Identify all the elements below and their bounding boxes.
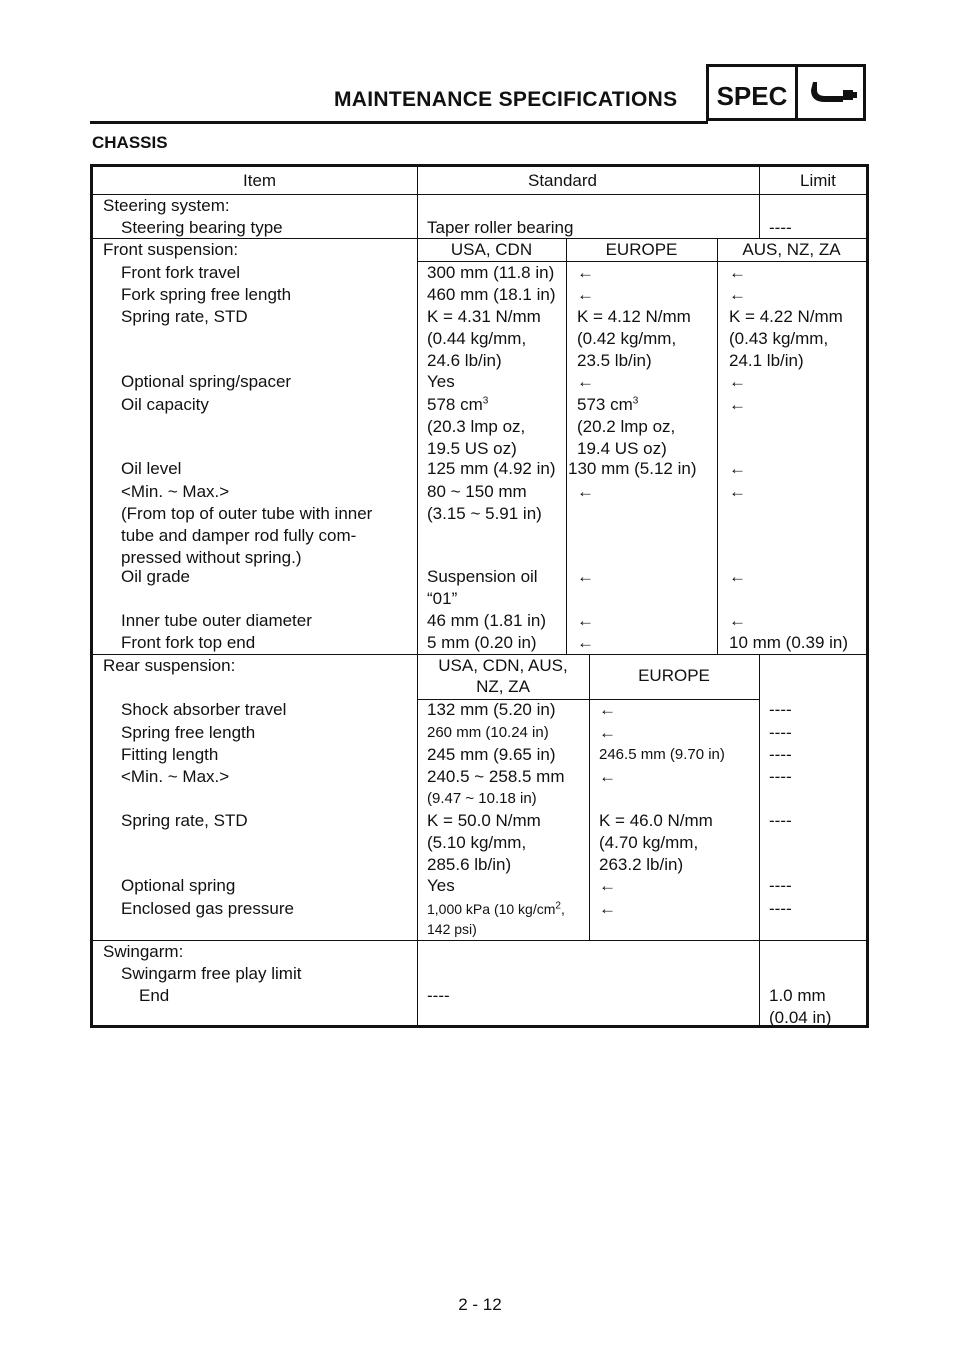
rear-row-limit: ---- [769, 767, 792, 786]
rear-row-limit: ---- [769, 876, 792, 895]
col-divider-rear-1 [589, 654, 590, 940]
superscript: 3 [482, 395, 489, 407]
front-row-value: (20.2 lmp oz, [577, 417, 676, 436]
front-row-value: 19.5 US oz) [427, 439, 517, 458]
front-row-label: Front fork top end [121, 633, 256, 652]
swingarm-end-limit: 1.0 mm [769, 986, 826, 1005]
rear-row-label: Spring rate, STD [121, 811, 248, 830]
front-row-value: ← [577, 482, 594, 501]
front-region-3: AUS, NZ, ZA [742, 240, 841, 259]
rear-row-limit: ---- [769, 700, 792, 719]
rear-row-label: Fitting length [121, 745, 219, 764]
rear-row-label: Optional spring [121, 876, 236, 895]
oil-capacity-number: 573 cm [577, 395, 633, 414]
swingarm-end-limit: (0.04 in) [769, 1008, 832, 1027]
col-divider-front-2 [717, 238, 718, 654]
front-row-value: K = 4.12 N/mm [577, 307, 691, 326]
front-row-value: ← [577, 567, 594, 586]
rear-row-value: 240.5 ~ 258.5 mm [427, 767, 565, 786]
chassis-spec-table [90, 164, 869, 1028]
front-region-2: EUROPE [605, 240, 678, 259]
gas-pressure-value [427, 898, 565, 920]
front-row-value: ← [729, 395, 746, 414]
front-row-label: pressed without spring.) [121, 548, 302, 567]
steering-bearing-label: Steering bearing type [121, 218, 283, 237]
rear-row-value: ← [599, 876, 616, 895]
section-title: CHASSIS [92, 133, 168, 152]
rear-row-value: 246.5 mm (9.70 in) [599, 746, 725, 763]
front-row-label: (From top of outer tube with inner [121, 504, 373, 523]
front-row-label: Inner tube outer diameter [121, 611, 312, 630]
front-row-value: “01” [427, 589, 458, 608]
rear-row-value: ← [599, 723, 616, 742]
rear-region-2: EUROPE [638, 666, 710, 685]
steering-heading: Steering system: [103, 196, 230, 215]
swingarm-heading: Swingarm: [103, 942, 184, 961]
front-row-value: ← [577, 611, 594, 630]
front-row-value: K = 4.31 N/mm [427, 307, 541, 326]
front-row-label: Fork spring free length [121, 285, 292, 304]
col-divider-rear-2 [759, 654, 760, 1025]
rear-row-value: 132 mm (5.20 in) [427, 700, 556, 719]
rear-row-value: 245 mm (9.65 in) [427, 745, 556, 764]
front-row-value: ← [729, 459, 746, 478]
steering-bearing-value: Taper roller bearing [427, 218, 574, 237]
front-row-value: Suspension oil [427, 567, 538, 586]
rear-row-value: (5.10 kg/mm, [427, 833, 527, 852]
rear-row-value: (4.70 kg/mm, [599, 833, 699, 852]
row-divider-swingarm [93, 940, 866, 941]
front-row-value: 80 ~ 150 mm [427, 482, 527, 501]
swingarm-end-value: ---- [427, 986, 450, 1005]
wrench-icon [798, 67, 863, 118]
front-row-value: Yes [427, 372, 455, 391]
front-row-value: 300 mm (11.8 in) [427, 263, 555, 282]
gas-pressure-comma: , [560, 901, 565, 917]
rear-row-limit: ---- [769, 811, 792, 830]
front-row-value: 19.4 US oz) [577, 439, 667, 458]
front-row-value: 5 mm (0.20 in) [427, 633, 537, 652]
front-row-value: (20.3 lmp oz, [427, 417, 526, 436]
front-heading: Front suspension: [103, 240, 239, 259]
col-header-standard: Standard [528, 171, 597, 190]
oil-capacity-value [427, 394, 488, 416]
front-row-value: (0.42 kg/mm, [577, 329, 677, 348]
rear-row-label: Shock absorber travel [121, 700, 287, 719]
front-row-value: ← [577, 263, 594, 282]
rear-row-value: ← [599, 767, 616, 786]
rear-row-limit: ---- [769, 723, 792, 742]
rear-row-value: K = 46.0 N/mm [599, 811, 713, 830]
page-header-title: MAINTENANCE SPECIFICATIONS [334, 88, 678, 111]
rear-row-limit: ---- [769, 899, 792, 918]
front-row-label: Oil capacity [121, 395, 209, 414]
rear-row-value: Yes [427, 876, 455, 895]
front-row-value: (0.43 kg/mm, [729, 329, 829, 348]
rear-row-value: 142 psi) [427, 921, 477, 937]
steering-bearing-limit: ---- [769, 218, 792, 237]
rear-row-value: 285.6 lb/in) [427, 855, 512, 874]
col-divider-front-1 [566, 238, 567, 654]
front-row-value: ← [577, 633, 594, 652]
front-row-value: 10 mm (0.39 in) [729, 633, 849, 652]
col-header-limit: Limit [800, 171, 836, 190]
rear-row-label: Enclosed gas pressure [121, 899, 294, 918]
swingarm-end-label: End [139, 986, 170, 1005]
front-row-value: ← [729, 611, 746, 630]
front-row-value: 24.6 lb/in) [427, 351, 502, 370]
front-row-value: (3.15 ~ 5.91 in) [427, 504, 542, 523]
rear-row-value: 263.2 lb/in) [599, 855, 684, 874]
front-row-label: Optional spring/spacer [121, 372, 292, 391]
front-row-label: Front fork travel [121, 263, 241, 282]
page-number: 2 - 12 [458, 1295, 502, 1314]
front-row-label: Oil grade [121, 567, 190, 586]
front-row-value: ← [729, 372, 746, 391]
spec-badge-label: SPEC [709, 67, 798, 118]
col-header-item: Item [243, 171, 277, 190]
rear-heading: Rear suspension: [103, 656, 236, 675]
rear-row-value: (9.47 ~ 10.18 in) [427, 790, 537, 807]
front-row-label: Oil level [121, 459, 182, 478]
rear-row-value: ← [599, 700, 616, 719]
rear-region-1: USA, CDN, AUS, [438, 656, 568, 675]
front-row-value: 130 mm (5.12 in) [568, 459, 697, 478]
col-divider-item [417, 167, 418, 1025]
front-row-value: ← [577, 285, 594, 304]
rear-row-label: <Min. ~ Max.> [121, 767, 230, 786]
front-row-value: 46 mm (1.81 in) [427, 611, 547, 630]
rear-row-label: Spring free length [121, 723, 256, 742]
front-row-value: 24.1 lb/in) [729, 351, 804, 370]
front-row-value: ← [729, 567, 746, 586]
front-row-value: ← [577, 372, 594, 391]
front-row-value: K = 4.22 N/mm [729, 307, 843, 326]
front-row-value: 23.5 lb/in) [577, 351, 652, 370]
front-row-label: tube and damper rod fully com- [121, 526, 357, 545]
front-row-value: 125 mm (4.92 in) [427, 459, 556, 478]
front-row-value: (0.44 kg/mm, [427, 329, 527, 348]
swingarm-sub: Swingarm free play limit [121, 964, 302, 983]
rear-row-value: K = 50.0 N/mm [427, 811, 541, 830]
rear-row-limit: ---- [769, 745, 792, 764]
front-row-value: ← [729, 263, 746, 282]
superscript: 3 [632, 395, 639, 407]
rear-row-value: 260 mm (10.24 in) [427, 724, 549, 741]
spec-badge [706, 64, 866, 121]
header-rule [90, 121, 708, 124]
col-divider-limit-top [759, 167, 760, 238]
rear-row-value: ← [599, 899, 616, 918]
gas-pressure-number: 1,000 kPa (10 kg/cm [427, 901, 556, 917]
oil-capacity-number: 578 cm [427, 395, 483, 414]
front-region-1: USA, CDN [450, 240, 533, 259]
rear-region-1: NZ, ZA [476, 677, 530, 696]
front-row-value: ← [729, 482, 746, 501]
front-row-value: ← [729, 285, 746, 304]
front-row-label: Spring rate, STD [121, 307, 248, 326]
superscript: 2 [555, 900, 561, 912]
oil-capacity-value [577, 394, 638, 416]
front-row-label: <Min. ~ Max.> [121, 482, 230, 501]
front-row-value: 460 mm (18.1 in) [427, 285, 556, 304]
